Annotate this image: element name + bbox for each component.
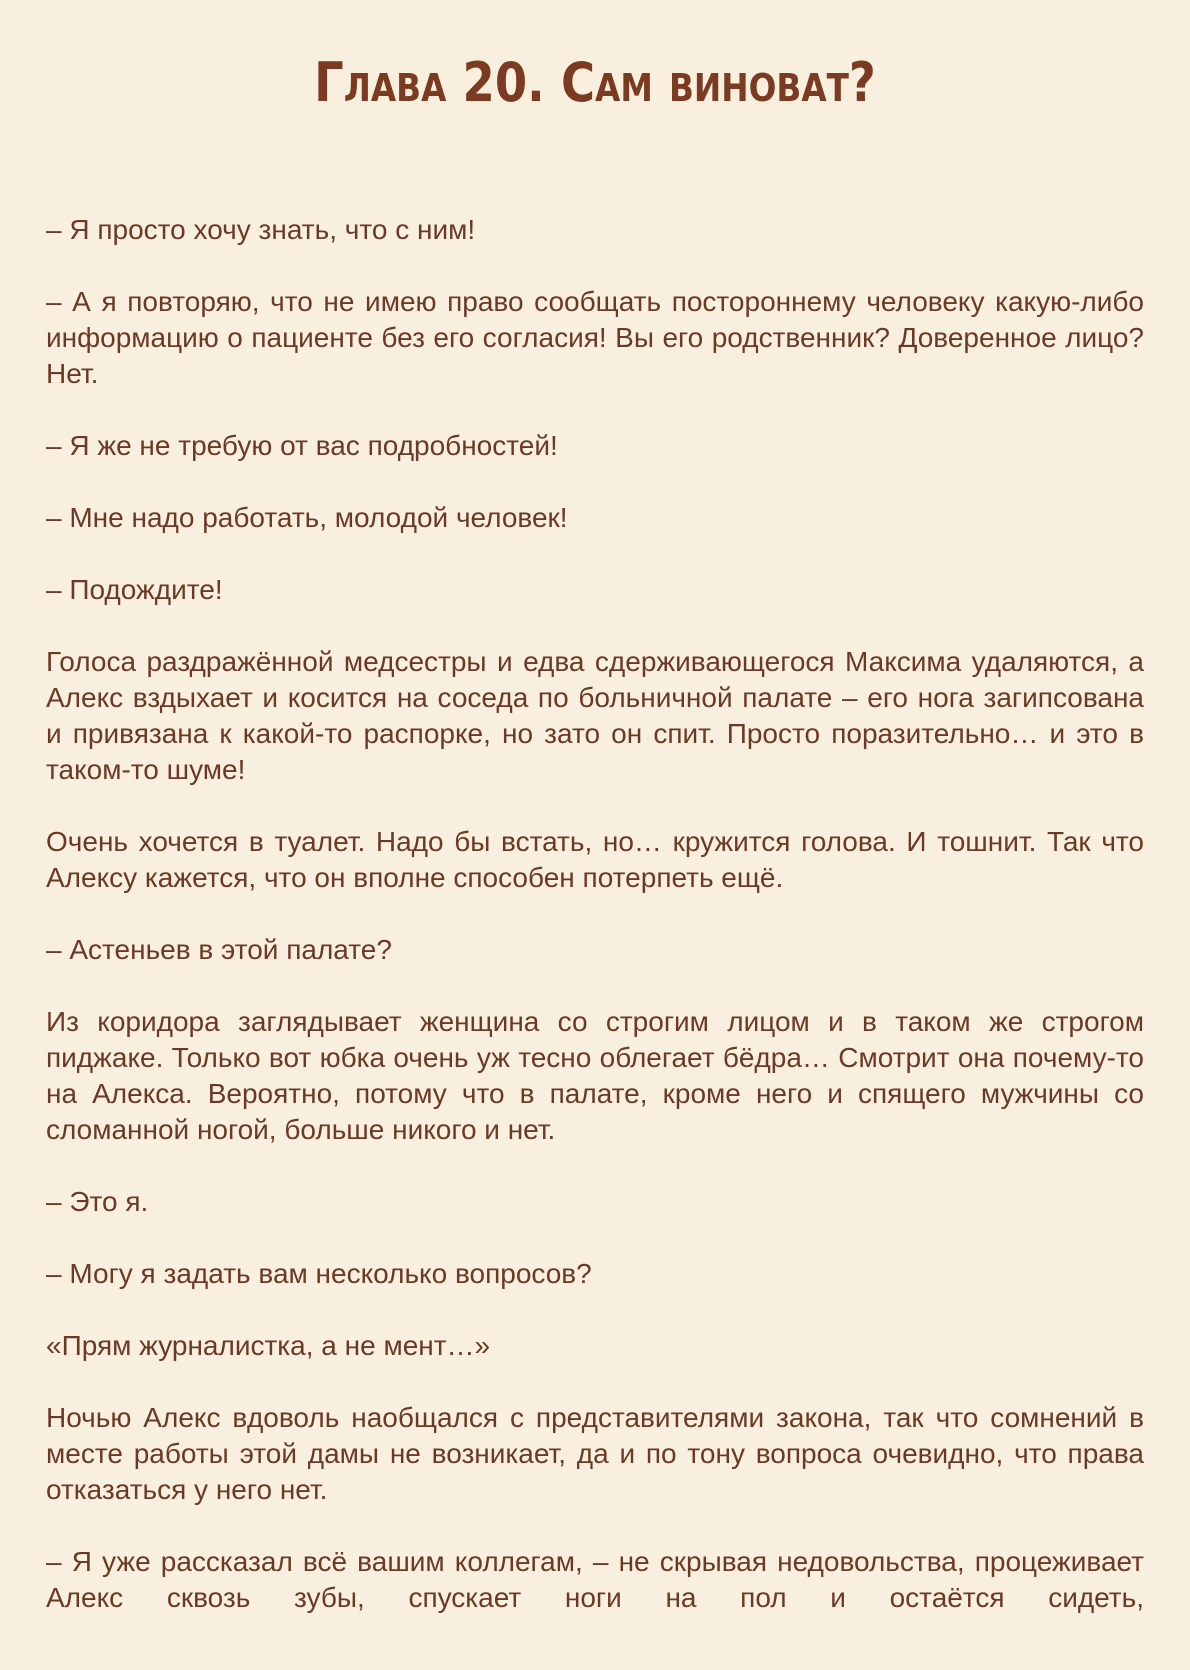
paragraph: Голоса раздражённой медсестры и едва сдерживающегося Максима удаляются, а Алекс вздыхает и косится на соседа по больничной палате – его нога загипсована и привязана к какой-то распорке, но зато он спит. Просто поразительно… и это в таком-то шуме! (46, 646, 1144, 785)
paragraph: – Мне надо работать, молодой человек! (46, 502, 568, 533)
paragraph: «Прям журналистка, а не мент…» (46, 1330, 491, 1361)
paragraph: – Я просто хочу знать, что с ним! (46, 214, 476, 245)
chapter-title: Глава 20. Сам виноват? (314, 51, 876, 114)
paragraph: Из коридора заглядывает женщина со строгим лицом и в таком же строгом пиджаке. Только вот юбка очень уж тесно облегает бёдра… Смотрит она почему-то на Алекса. Вероятно, потому что в палате, кроме него и спящего мужчины со сломанной ногой, больше никого и нет. (46, 1006, 1144, 1145)
paragraph: – Я же не требую от вас подробностей! (46, 430, 558, 461)
paragraph: – Подождите! (46, 574, 223, 605)
paragraph: – А я повторяю, что не имею право сообщать постороннему человеку какую-либо информацию о пациенте без его согласия! Вы его родственник? Доверенное лицо? Нет. (46, 286, 1144, 389)
paragraph: – Я уже рассказал всё вашим коллегам, – не скрывая недовольства, процеживает Алекс сквозь зубы, спускает ноги на пол и остаётся сидеть, (46, 1546, 1144, 1613)
paragraph: – Могу я задать вам несколько вопросов? (46, 1258, 592, 1289)
paragraph: – Астеньев в этой палате? (46, 934, 392, 965)
paragraph: Очень хочется в туалет. Надо бы встать, но… кружится голова. И тошнит. Так что Алексу кажется, что он вполне способен потерпеть ещё. (46, 826, 1144, 893)
paragraph: – Это я. (46, 1186, 149, 1217)
chapter-body (46, 212, 1144, 1652)
paragraph: Ночью Алекс вдоволь наобщался с представителями закона, так что сомнений в месте работы этой дамы не возникает, да и по тону вопроса очевидно, что права отказаться у него нет. (46, 1402, 1144, 1505)
